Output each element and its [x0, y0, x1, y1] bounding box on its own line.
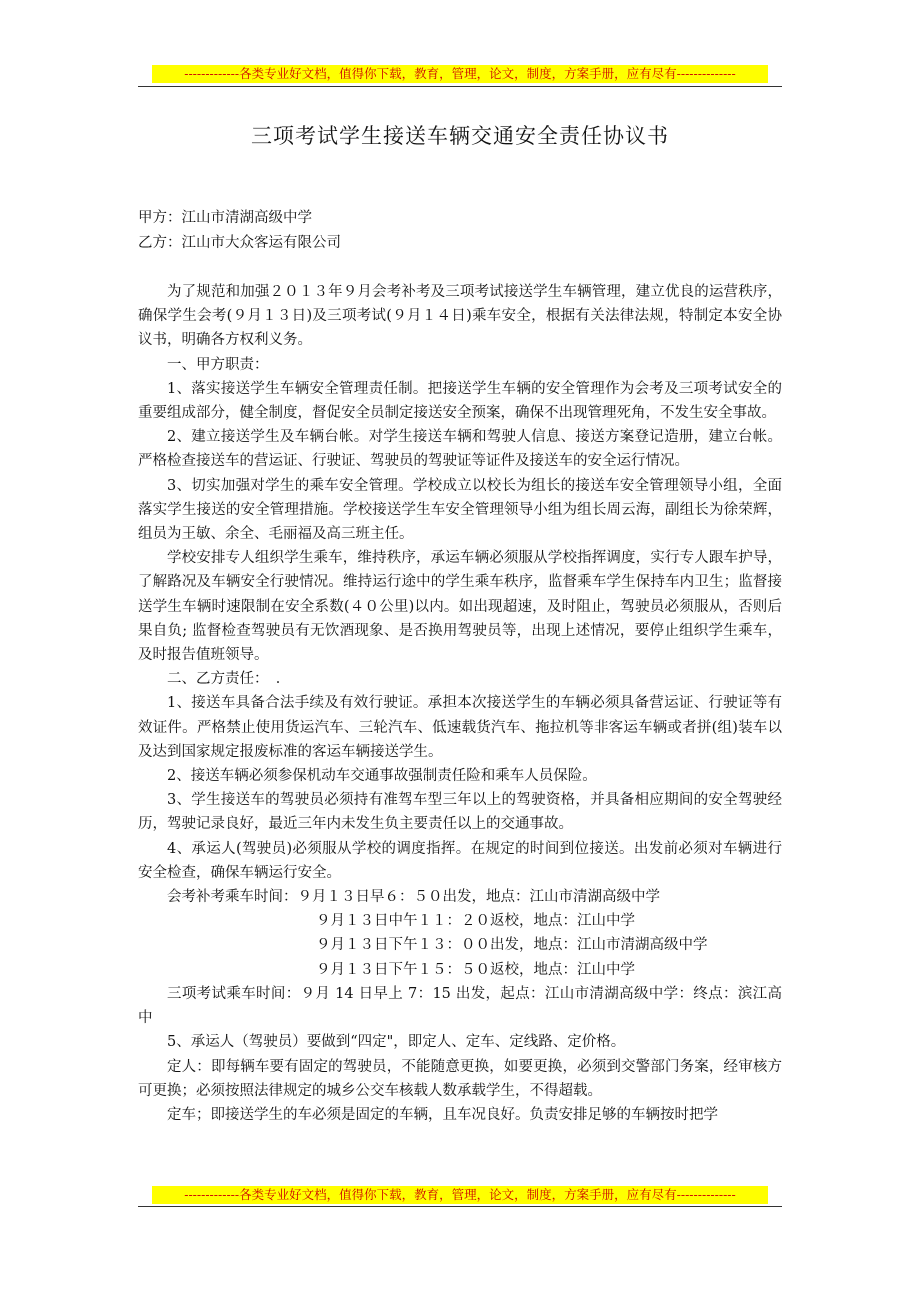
agreement-body — [138, 280, 782, 1127]
party-a: 甲方：江山市清湖高级中学 — [138, 210, 312, 226]
schedule-row: ９月１３日下午１５：５０返校，地点：江山中学 — [316, 961, 635, 978]
section-heading-party-a: 一、甲方职责： — [167, 356, 269, 373]
paragraph: 定人：即每辆车要有固定的驾驶员，不能随意更换，如要更换，必须到交警部门务案，经审核方可更换；必须按照法律规定的城乡公交车核载人数承载学生，不得超载。 — [138, 1058, 782, 1099]
schedule-row — [138, 885, 782, 909]
footer-rule — [138, 1206, 782, 1207]
paragraph: 3、学生接送车的驾驶员必须持有准驾车型三年以上的驾驶资格，并具备相应期间的安全驾驶经历，驾驶记录良好，最近三年内未发生负主要责任以上的交通事故。 — [138, 792, 782, 833]
schedule-time: ９月１３日早６：５０出发，地点：江山市清湖高级中学 — [297, 889, 660, 906]
paragraph: 定车；即接送学生的车必须是固定的车辆，且车况良好。负责安排足够的车辆按时把学 — [167, 1106, 718, 1123]
schedule-row: ９月１３日下午１３：００出发，地点：江山市清湖高级中学 — [316, 937, 708, 954]
paragraph: 1、接送车具备合法手续及有效行驶证。承担本次接送学生的车辆必须具备营运证、行驶证等有效证件。严格禁止使用货运汽车、三轮汽车、低速载货汽车、拖拉机等非客运车辆或者拼(组)装车以及达到国家规定报废标准的客运车辆接送学生。 — [138, 695, 782, 760]
paragraph: 学校安排专人组织学生乘车，维持秩序，承运车辆必须服从学校指挥调度，实行专人跟车护导，了解路况及车辆安全行驶情况。维持运行途中的学生乘车秩序，监督乘车学生保持车内卫生；监督接送学生车辆时速限制在安全系数(４０公里)以内。如出现超速，及时阻止，驾驶员必须服从，否则后果自负; 监督检查驾驶员有无饮酒现象、是否换用驾驶员等，出现上述情况，要停止组织学生乘车，及时报告值班领导。 — [138, 550, 782, 664]
paragraph: 2、建立接送学生及车辆台帐。对学生接送车辆和驾驶人信息、接送方案登记造册，建立台帐。严格检查接送车的营运证、行驶证、驾驶员的驾驶证等证件及接送车的安全运行情况。 — [138, 429, 782, 470]
header-banner: -------------各类专业好文档，值得你下载，教育，管理，论文，制度，方案手册，应有尽有-------------- — [152, 65, 768, 83]
section-heading-party-b: 二、乙方责任： ． — [167, 671, 291, 688]
paragraph: 为了规范和加强２０１３年９月会考补考及三项考试接送学生车辆管理，建立优良的运营秩序，确保学生会考(９月１３日)及三项考试(９月１４日)乘车安全，根据有关法律法规，特制定本安全协议书，明确各方权利义务。 — [138, 284, 782, 349]
three-exam-schedule: 三项考试乘车时间：９月 14 日早上 7：15 出发，起点：江山市清湖高级中学：终点：滨江高中 — [138, 985, 782, 1027]
paragraph: 3、切实加强对学生的乘车安全管理。学校成立以校长为组长的接送车安全管理领导小组，全面落实学生接送的安全管理措施。学校接送学生车安全管理领导小组为组长周云海，副组长为徐荣辉，组员为王敏、余全、毛丽福及高三班主任。 — [138, 477, 782, 543]
party-b: 乙方：江山市大众客运有限公司 — [138, 235, 341, 251]
paragraph: 1、落实接送学生车辆安全管理责任制。把接送学生车辆的安全管理作为会考及三项考试安全的重要组成部分，健全制度，督促安全员制定接送安全预案，确保不出现管理死角，不发生安全事故。 — [138, 380, 782, 422]
paragraph: 2、接送车辆必须参保机动车交通事故强制责任险和乘车人员保险。 — [167, 768, 597, 785]
paragraph: 5、承运人（驾驶员）要做到“四定"，即定人、定车、定线路、定价格。 — [167, 1034, 626, 1051]
paragraph: 4、承运人(驾驶员)必须服从学校的调度指挥。在规定的时间到位接送。出发前必须对车辆进行安全检查，确保车辆运行安全。 — [138, 840, 782, 881]
footer-banner: -------------各类专业好文档，值得你下载，教育，管理，论文，制度，方案手册，应有尽有-------------- — [152, 1186, 768, 1204]
document-title: 三项考试学生接送车辆交通安全责任协议书 — [251, 124, 669, 148]
header-rule — [138, 86, 782, 87]
schedule-label: 会考补考乘车时间： — [167, 889, 298, 906]
schedule-row: ９月１３日中午１１：２０返校，地点：江山中学 — [316, 913, 635, 930]
